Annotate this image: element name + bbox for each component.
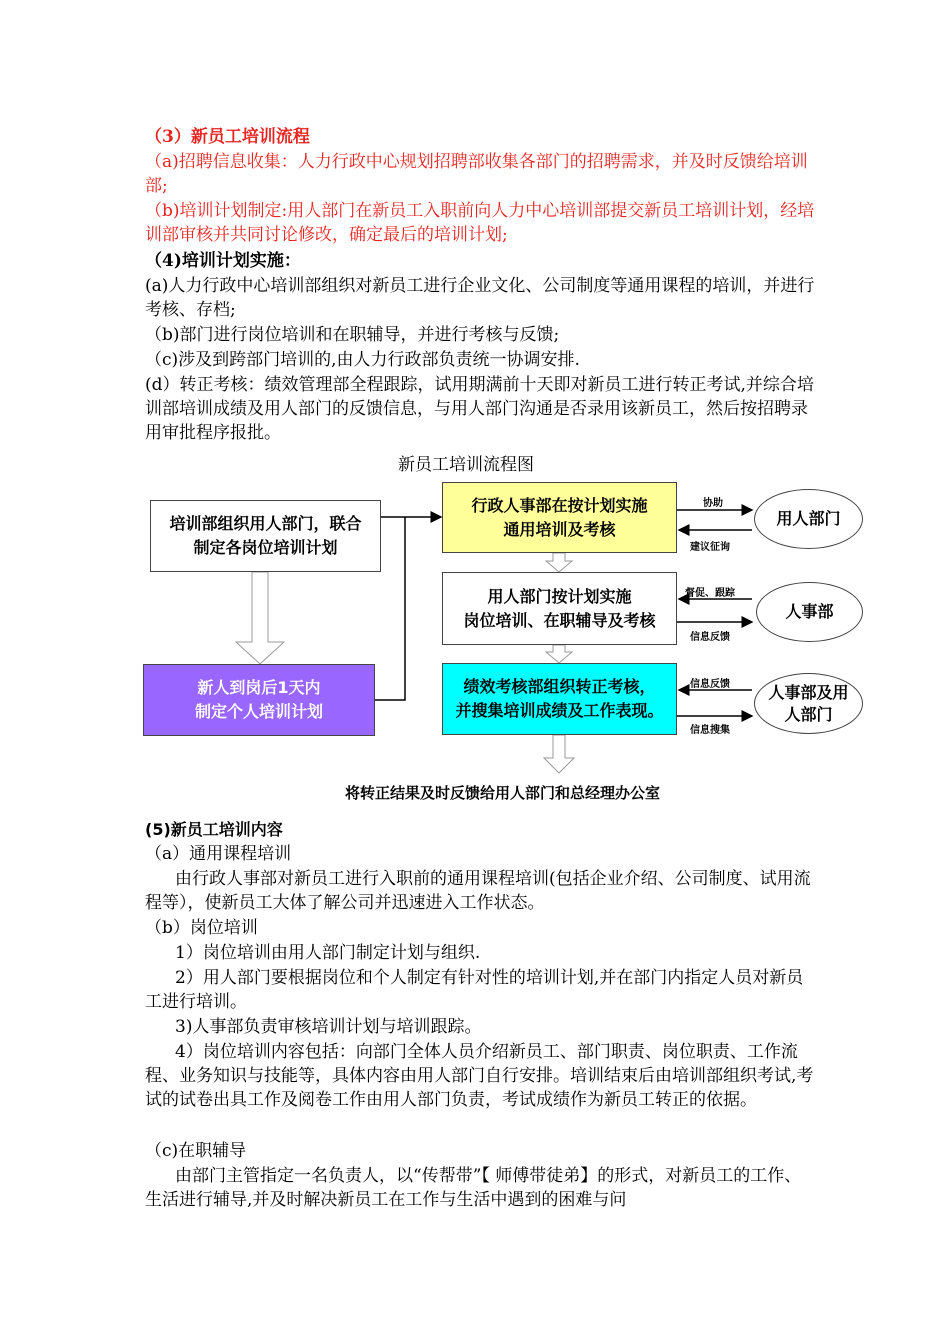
box-plan-line1: 培训部组织用人部门，联合: [169, 514, 362, 533]
box-newcomer-line1: 新人到岗后1天内: [197, 678, 321, 697]
box-newcomer-line2: 制定个人培训计划: [194, 702, 323, 721]
section5-b1: 1）岗位培训由用人部门制定计划与组织.: [175, 943, 481, 963]
section5-b2: 2）用人部门要根据岗位和个人制定有针对性的培训计划,并在部门内指定人员对新员工进行培训。: [145, 968, 804, 1012]
label-collect: 信息搜集: [690, 725, 730, 736]
label-suggest: 建议征询: [690, 542, 730, 553]
flowchart-title: 新员工培训流程图: [398, 455, 534, 475]
section5-a-title: （a）通用课程培训: [145, 844, 292, 864]
box-dept-line1: 用人部门按计划实施: [487, 586, 632, 606]
oval-hr-user-line1: 人事部及用: [768, 682, 849, 702]
section3-item-b: （b)培训计划制定:用人部门在新员工入职前向人力中心培训部提交新员工培训计划，经培训部审核并共同讨论修改，确定最后的培训计划;: [145, 201, 815, 245]
box-admin-line1: 行政人事部在按计划实施: [471, 495, 648, 515]
hollow-arrow-admin-to-dept: [546, 553, 572, 572]
box-newcomer: [143, 664, 375, 736]
section3-item-a: （a)招聘信息收集：人力行政中心规划招聘部收集各部门的招聘需求，并及时反馈给培训部;: [145, 152, 808, 196]
section4-item-c: （c)涉及到跨部门培训的,由人力行政部负责统一协调安排.: [145, 350, 580, 370]
section5-c-title: （c)在职辅导: [145, 1141, 247, 1161]
label-assist: 协助: [703, 498, 723, 509]
oval-hr-user-line2: 人部门: [784, 704, 833, 724]
label-feedback-2: 信息反馈: [690, 679, 730, 690]
section5-b-title: （b）岗位培训: [145, 918, 258, 938]
hollow-arrow-perf-to-result: [544, 735, 574, 773]
section4-item-b: （b)部门进行岗位培训和在职辅导，并进行考核与反馈;: [145, 325, 560, 345]
oval-hr: 人事部: [756, 582, 863, 642]
section5-heading: (5)新员工培训内容: [145, 820, 283, 839]
hollow-arrow-plan-to-newcomer: [236, 572, 284, 664]
box-dept-line2: 岗位培训、在职辅导及考核: [463, 610, 656, 630]
oval-user-dept: 用人部门: [754, 489, 863, 549]
box-plan: [150, 500, 381, 572]
flowchart-result: 将转正结果及时反馈给用人部门和总经理办公室: [345, 784, 661, 802]
box-admin-line2: 通用培训及考核: [503, 519, 616, 539]
section5-c-text: 由部门主管指定一名负责人，以“传帮带”【 师傅带徒弟】的形式，对新员工的工作、生活进行辅导,并及时解决新员工在工作与生活中遇到的困难与问: [145, 1166, 802, 1210]
section4-item-d: (d）转正考核：绩效管理部全程跟踪，试用期满前十天即对新员工进行转正考试,并综合培训部培训成绩及用人部门的反馈信息，与用人部门沟通是否录用该新员工，然后按招聘录用审批程序报批。: [145, 375, 814, 443]
section4-heading: （4)培训计划实施：: [145, 251, 301, 271]
box-perf: [442, 663, 677, 735]
section5-b4: 4）岗位培训内容包括：向部门全体人员介绍新员工、部门职责、岗位职责、工作流程、业务知识与技能等，具体内容由用人部门自行安排。培训结束后由培训部组织考试,考试的试卷出具工作及阅卷工作由用人部门负责，考试成绩作为新员工转正的依据。: [145, 1042, 814, 1110]
section4-item-a: (a)人力行政中心培训部组织对新员工进行企业文化、公司制度等通用课程的培训，并进行考核、存档;: [145, 276, 815, 320]
section3-heading: （3）新员工培训流程: [145, 127, 310, 147]
box-admin: [442, 482, 677, 553]
oval-hr-user: [754, 673, 863, 734]
section5-b3: 3)人事部负责审核培训计划与培训跟踪。: [175, 1017, 482, 1037]
label-feedback-1: 信息反馈: [690, 632, 730, 643]
label-supervise: 督促、跟踪: [685, 588, 735, 599]
box-plan-line2: 制定各岗位培训计划: [193, 538, 338, 557]
section5-a-text: 由行政人事部对新员工进行入职前的通用课程培训(包括企业介绍、公司制度、试用流程等），使新员工大体了解公司并迅速进入工作状态。: [145, 869, 811, 913]
box-perf-line1: 绩效考核部组织转正考核，: [463, 677, 656, 696]
hollow-arrow-dept-to-perf: [546, 645, 572, 663]
box-perf-line2: 并搜集培训成绩及工作表现。: [455, 701, 664, 720]
box-dept: [442, 572, 677, 645]
